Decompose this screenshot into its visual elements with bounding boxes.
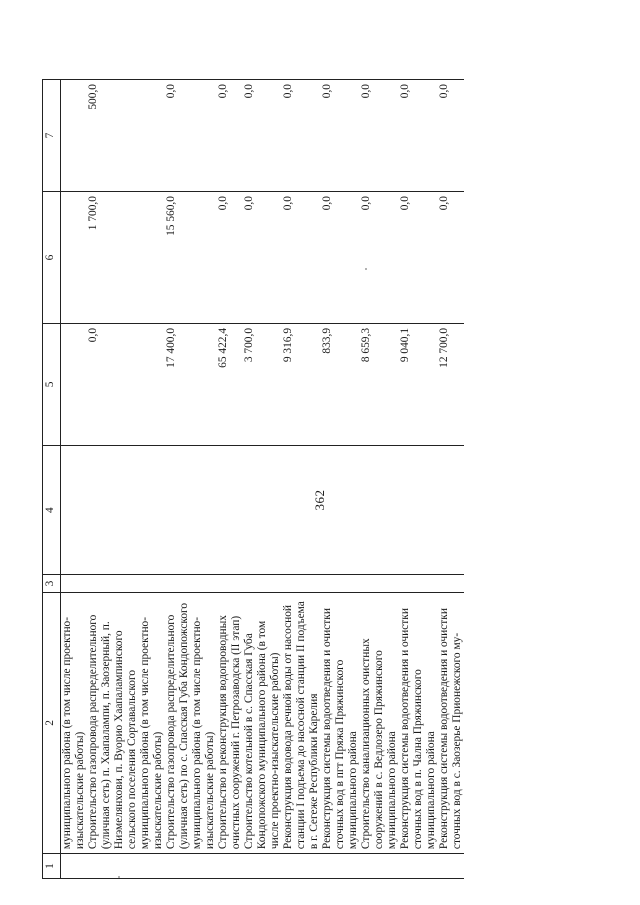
col4-cell bbox=[321, 445, 360, 574]
col7-value: 0,0 bbox=[282, 80, 321, 192]
scan-speck bbox=[118, 876, 120, 878]
col3-cell bbox=[360, 575, 399, 592]
row-number-cell bbox=[165, 854, 217, 879]
page-number: 362 bbox=[312, 489, 327, 511]
col6-value: 0,0 bbox=[321, 192, 360, 324]
header-cell: 4 bbox=[43, 445, 61, 574]
row-number-cell bbox=[282, 854, 321, 879]
col3-cell bbox=[61, 575, 88, 592]
project-description: муниципального района (в том числе проектно-изыскательские работы) bbox=[61, 592, 88, 853]
col7-value: 0,0 bbox=[217, 80, 243, 192]
col6-value: 0,0 bbox=[282, 192, 321, 324]
col7-value: 0,0 bbox=[165, 80, 217, 192]
col5-value bbox=[61, 323, 88, 445]
header-cell: 5 bbox=[43, 323, 61, 445]
col5-value: 9 040,1 bbox=[399, 323, 438, 445]
table-row bbox=[438, 80, 464, 879]
header-cell: 1 bbox=[43, 854, 61, 879]
col6-value: 0,0 bbox=[243, 192, 282, 324]
col5-value: 3 700,0 bbox=[243, 323, 282, 445]
project-description: Строительство канализационных очистных сооружений в с. Ведлозеро Пряжинского муниципального района bbox=[360, 592, 399, 853]
col4-cell bbox=[399, 445, 438, 574]
table-row bbox=[217, 80, 243, 879]
rotated-page-content bbox=[42, 79, 602, 879]
project-description: Реконструкция системы водоотведения и очистки сточных вод в пгт Пряжа Пряжинского муниципального района bbox=[321, 592, 360, 853]
col5-value: 9 316,9 bbox=[282, 323, 321, 445]
budget-table bbox=[42, 79, 464, 879]
col7-value: 0,0 bbox=[399, 80, 438, 192]
project-description: Реконструкция системы водоотведения и очистки сточных вод в с. Заозерье Прионежского му- bbox=[438, 592, 464, 853]
col6-value: 0,0 bbox=[217, 192, 243, 324]
col4-cell bbox=[61, 445, 88, 574]
col3-cell bbox=[282, 575, 321, 592]
col6-value: 0,0 bbox=[360, 192, 399, 324]
col7-value: 0,0 bbox=[360, 80, 399, 192]
row-number-cell bbox=[217, 854, 243, 879]
project-description: Строительство и реконструкция водопроводных очистных сооружений г. Петрозаводска (II этап) bbox=[217, 592, 243, 853]
col5-value: 12 700,0 bbox=[438, 323, 464, 445]
col7-value bbox=[61, 80, 88, 192]
table-row bbox=[61, 80, 88, 879]
row-number-cell bbox=[399, 854, 438, 879]
table-row bbox=[243, 80, 282, 879]
header-cell: 2 bbox=[43, 592, 61, 853]
row-number-cell bbox=[87, 854, 165, 879]
header-cell: 6 bbox=[43, 192, 61, 324]
col3-cell bbox=[399, 575, 438, 592]
col6-value: 0,0 bbox=[399, 192, 438, 324]
col4-cell bbox=[165, 445, 217, 574]
project-description: Реконструкция системы водоотведения и очистки сточных вод в п. Чална Пряжинского муниципального района bbox=[399, 592, 438, 853]
col3-cell bbox=[243, 575, 282, 592]
col6-value bbox=[61, 192, 88, 324]
col3-cell bbox=[87, 575, 165, 592]
table-row bbox=[360, 80, 399, 879]
header-cell: 7 bbox=[43, 80, 61, 192]
project-description: Строительство газопровода распределительного (уличная сеть) п. Хаапалампи, п. Заозерный, п. Ниэмелянхови, п. Вуорио Хаапалампинского сельского поселения Сортавальского муниципального района (в том числе проектно-изыскательские работы) bbox=[87, 592, 165, 853]
col3-cell bbox=[438, 575, 464, 592]
col6-value: 1 700,0 bbox=[87, 192, 165, 324]
col7-value: 0,0 bbox=[243, 80, 282, 192]
col7-value: 500,0 bbox=[87, 80, 165, 192]
col5-value: 17 400,0 bbox=[165, 323, 217, 445]
col5-value: 65 422,4 bbox=[217, 323, 243, 445]
table-row bbox=[399, 80, 438, 879]
col7-value: 0,0 bbox=[321, 80, 360, 192]
header-cell: 3 bbox=[43, 575, 61, 592]
col5-value: 833,9 bbox=[321, 323, 360, 445]
col7-value: 0,0 bbox=[438, 80, 464, 192]
project-description: Реконструкция водовода речной воды от насосной станции I подъема до насосной станции II подъема в г. Сегеже Республики Карелия bbox=[282, 592, 321, 853]
col3-cell bbox=[165, 575, 217, 592]
row-number-cell bbox=[360, 854, 399, 879]
table-row bbox=[87, 80, 165, 879]
row-number-cell bbox=[438, 854, 464, 879]
col3-cell bbox=[321, 575, 360, 592]
col4-cell bbox=[217, 445, 243, 574]
scan-speck bbox=[365, 268, 367, 270]
col4-cell bbox=[438, 445, 464, 574]
table-row bbox=[321, 80, 360, 879]
col6-value: 15 560,0 bbox=[165, 192, 217, 324]
header-row bbox=[43, 80, 61, 879]
col4-cell bbox=[282, 445, 321, 574]
col4-cell bbox=[360, 445, 399, 574]
project-description: Строительство газопровода распределительного (уличная сеть) по с. Спасская Губа Кондопожского муниципального района (в том числе проектно-изыскательские работы) bbox=[165, 592, 217, 853]
row-number-cell bbox=[243, 854, 282, 879]
col5-value: 8 659,3 bbox=[360, 323, 399, 445]
col4-cell bbox=[87, 445, 165, 574]
table-row bbox=[165, 80, 217, 879]
row-number-cell bbox=[321, 854, 360, 879]
col4-cell bbox=[243, 445, 282, 574]
col5-value: 0,0 bbox=[87, 323, 165, 445]
row-number-cell bbox=[61, 854, 88, 879]
project-description: Строительство котельной в с. Спасская Губа Кондопожского муниципального района (в том числе проектно-изыскательские работы) bbox=[243, 592, 282, 853]
col6-value: 0,0 bbox=[438, 192, 464, 324]
col3-cell bbox=[217, 575, 243, 592]
table-row bbox=[282, 80, 321, 879]
